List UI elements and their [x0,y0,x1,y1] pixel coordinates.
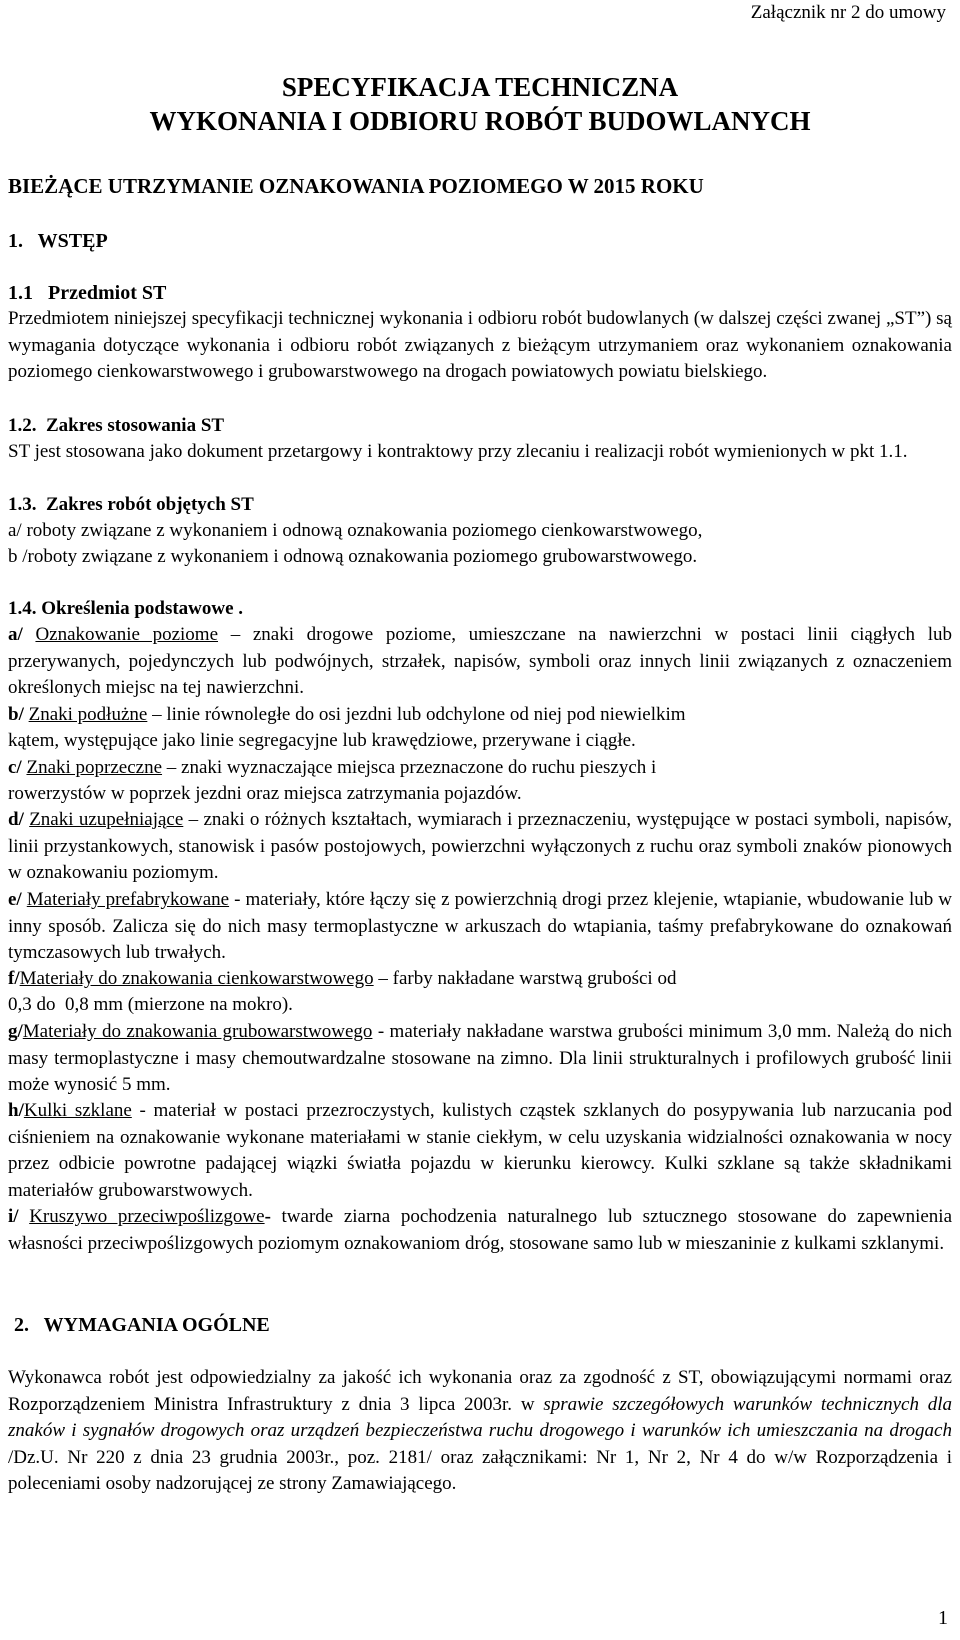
definition-h [8,1098,952,1204]
document-title-line-1: SPECYFIKACJA TECHNICZNA [281,72,679,102]
section-2-heading: 2. WYMAGANIA OGÓLNE [14,1314,270,1336]
definition-g-mark: g/ [8,1021,23,1042]
definition-b-text-1: – linie równoległe do osi jezdni lub odchylone od niej pod niewielkim [147,704,686,725]
definition-c-mark: c/ [8,757,22,778]
definition-b-line-1 [8,702,952,729]
subsection-1-3-heading: 1.3. Zakres robót objętych ST [8,494,254,515]
definition-c-line-1 [8,755,952,782]
definition-b-term: Znaki podłużne [28,704,148,725]
subsection-1-4-heading: 1.4. Określenia podstawowe . [8,598,244,619]
definition-i-text: twarde ziarna pochodzenia naturalnego lub sztucznego stosowane do zapewnienia własności przeciwpoślizgowych poziomym oznakowaniom dróg, stosowane samo lub w mieszaninie z kulkami szklanymi. [8,1206,953,1254]
definition-a [8,622,952,702]
definition-h-mark: h/ [8,1100,24,1121]
definition-f-line-2: 0,3 do 0,8 mm (mierzone na mokro). [8,994,293,1015]
definition-d-text: – znaki o różnych kształtach, wymiarach i przeznaczeniu, występujące w postaci symboli, napisów, linii przystankowych, stanowisk i pasów postojowych, powierzchni wyłączonych z ruchu oraz symboli znaków pionowych w oznakowaniu poziomym. [8,809,952,883]
subsection-1-2-heading: 1.2. Zakres stosowania ST [8,415,225,436]
definition-d [8,807,952,887]
definition-c-line-2: rowerzystów w poprzek jezdni oraz miejsca zatrzymania pojazdów. [8,783,522,804]
scope-item-a: a/ roboty związane z wykonaniem i odnową oznakowania poziomego cienkowarstwowego, [8,520,703,541]
definition-b-line-2: kątem, występujące jako linie segregacyjne lub krawędziowe, przerywane i ciągłe. [8,730,636,751]
definition-a-mark: a/ [8,624,23,645]
section-2-regulation-title: sprawie szczegółowych warunków technicznych dla znaków i sygnałów drogowych oraz urządzeń bezpieczeństwa ruchu drogowego i warunków ich umieszczania na drogach [8,1393,952,1441]
attachment-label: Załącznik nr 2 do umowy [750,2,946,23]
subsection-1-2-text: ST jest stosowana jako dokument przetargowy i kontraktowy przy zlecaniu i realizacji robót wymienionych w pkt 1.1. [8,441,908,462]
definition-d-mark: d/ [8,809,24,830]
definition-e-term: Materiały prefabrykowane [26,889,230,910]
definition-e [8,887,952,967]
subsection-1-1-text: Przedmiotem niniejszej specyfikacji technicznej wykonania i odbioru robót budowlanych (w dalszej części zwanej „ST”) są wymagania dotyczące wykonania i odbioru robót związanych z bieżącym utrzymaniem oraz wykonaniem oznakowania poziomego cienkowarstwowego i grubowarstwowego na drogach powiatowych powiatu bielskiego. [8,308,952,382]
definition-f-term: Materiały do znakowania cienkowarstwowego [19,968,374,989]
definition-h-term: Kulki szklane [23,1100,132,1121]
definition-f-mark: f/ [8,968,20,989]
page-number: 1 [938,1607,948,1629]
definition-f-text-1: – farby nakładane warstwą grubości od [373,968,677,989]
subsection-1-1-heading: 1.1 Przedmiot ST [8,282,167,304]
definition-a-term: Oznakowanie poziome [35,624,219,645]
definition-c-text-1: – znaki wyznaczające miejsca przeznaczone do ruchu pieszych i [162,757,657,778]
definition-h-text: - materiał w postaci przezroczystych, kulistych cząstek szklanych do posypywania lub narzucania pod ciśnieniem na oznakowanie wykonane materiałami w stanie ciekłym, w celu uzyskania widzialności oznakowania w nocy przez odbicie powrotne padającej wiązki światła pojazdu w kierunku kierowcy. Kulki szklane są także składnikami materiałów grubowarstwowych. [8,1100,952,1201]
scope-item-b: b /roboty związane z wykonaniem i odnową oznakowania poziomego grubowarstwowego. [8,546,698,567]
definition-d-term: Znaki uzupełniające [29,809,184,830]
section-2-text [8,1365,952,1498]
definition-i [8,1204,952,1257]
definition-i-mark: i/ [8,1206,19,1227]
definition-g-text: - materiały nakładane warstwa grubości minimum 3,0 mm. Należą do nich masy termoplastyczne i masy chemoutwardzalne stosowane na zimno. Dla linii strukturalnych i profilowych grubość linii może wynosić 5 mm. [8,1021,952,1095]
definition-c-term: Znaki poprzeczne [26,757,163,778]
definition-g-term: Materiały do znakowania grubowarstwowego [22,1021,373,1042]
definition-e-mark: e/ [8,889,22,910]
definition-i-term: Kruszywo przeciwpoślizgowe [29,1206,265,1227]
definition-g [8,1019,952,1099]
section-2-text-a: Wykonawca robót jest odpowiedzialny za jakość ich wykonania oraz za zgodność z ST, obowiązującymi normami oraz Rozporządzeniem Ministra Infrastruktury z dnia 3 lipca 2003r. w [8,1367,952,1415]
definition-e-text: - materiały, które łączy się z powierzchnią drogi przez klejenie, wtapianie, wbudowanie lub w inny sposób. Zalicza się do nich masy termoplastyczne w arkuszach do wtapiania, taśmy prefabrykowane do oznakowań tymczasowych lub trwałych. [8,889,952,963]
definition-i-dash: - [264,1206,271,1227]
document-title-line-2: WYKONANIA I ODBIORU ROBÓT BUDOWLANYCH [149,106,811,136]
document-subtitle: BIEŻĄCE UTRZYMANIE OZNAKOWANIA POZIOMEGO W 2015 ROKU [8,174,704,198]
definition-f-line-1 [8,966,952,993]
definition-b-mark: b/ [8,704,24,725]
section-2-text-b: /Dz.U. Nr 220 z dnia 23 grudnia 2003r., poz. 2181/ oraz załącznikami: Nr 1, Nr 2, Nr 4 do w/w Rozporządzenia i poleceniami osoby nadzorującej ze strony Zamawiającego. [8,1446,952,1494]
definition-a-text: – znaki drogowe poziome, umieszczane na nawierzchni w postaci linii ciągłych lub przerywanych, pojedynczych lub podwójnych, strzałek, napisów, symboli oraz innych linii związanych z oznaczeniem określonych miejsc na tej nawierzchni. [8,624,952,698]
section-1-heading: 1. WSTĘP [8,230,108,252]
